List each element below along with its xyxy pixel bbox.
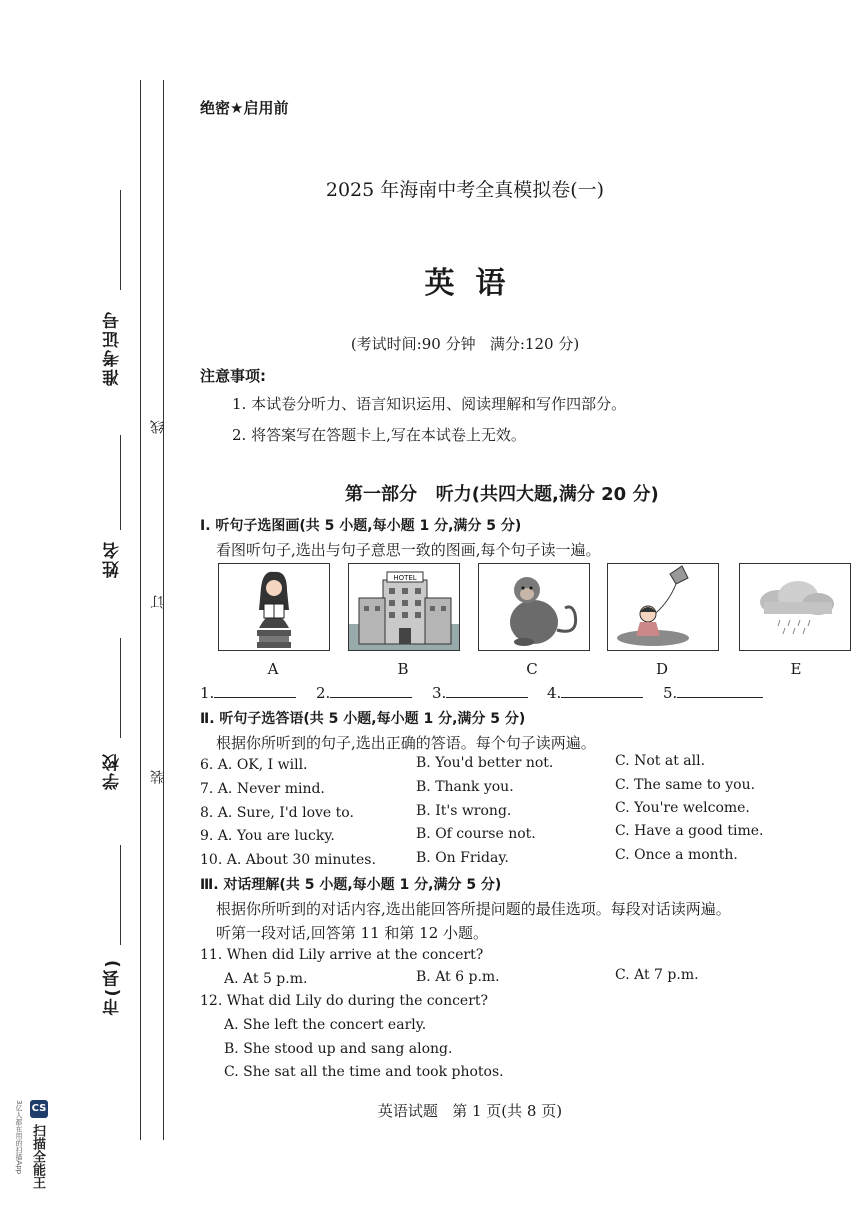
secret-mark: 绝密★启用前	[200, 99, 289, 117]
blank-number: 4.	[547, 684, 562, 702]
school-write-line[interactable]	[120, 638, 121, 738]
picture-e	[739, 563, 851, 651]
hotel-icon	[349, 564, 459, 650]
q11-option-a[interactable]: A. At 5 p.m.	[224, 971, 308, 987]
monkey-icon	[479, 564, 589, 650]
scanner-name: 扫描全能王	[30, 1124, 45, 1189]
name-write-line[interactable]	[120, 435, 121, 530]
exam-time-info: (考试时间:90 分钟 满分:120 分)	[350, 335, 580, 353]
q7-option-b[interactable]: B. Thank you.	[416, 779, 514, 795]
side-field-city: 市(县)	[103, 958, 123, 1016]
sec3-instruction: 根据你所听到的对话内容,选出能回答所提问题的最佳选项。每段对话读两遍。	[216, 900, 731, 918]
blank-line[interactable]	[446, 683, 528, 698]
sec3-sub-instruction: 听第一段对话,回答第 11 和第 12 小题。	[216, 924, 489, 942]
exam-title: 2025 年海南中考全真模拟卷(一)	[325, 179, 605, 201]
subject-title: 英 语	[424, 266, 506, 301]
part1-title: 第一部分 听力(共四大题,满分 20 分)	[345, 484, 659, 505]
scanner-badge: CS	[30, 1100, 48, 1118]
answer-blank-4[interactable]	[547, 683, 643, 702]
q9-option-c[interactable]: C. Have a good time.	[615, 823, 764, 839]
q10-option-b[interactable]: B. On Friday.	[416, 850, 509, 866]
girl-kite-icon	[608, 564, 718, 650]
q12-option-a[interactable]: A. She left the concert early.	[224, 1017, 427, 1033]
q10-option-a[interactable]: 10. A. About 30 minutes.	[200, 852, 376, 868]
sec3-title: Ⅲ. 对话理解(共 5 小题,每小题 1 分,满分 5 分)	[200, 877, 502, 893]
q10-option-c[interactable]: C. Once a month.	[615, 847, 738, 863]
q8-option-b[interactable]: B. It's wrong.	[416, 803, 512, 819]
cut-mark-ding: 订	[150, 595, 166, 609]
sec1-instruction: 看图听句子,选出与句子意思一致的图画,每个句子读一遍。	[216, 541, 601, 559]
q8-option-c[interactable]: C. You're welcome.	[615, 800, 750, 816]
q11-stem: 11. When did Lily arrive at the concert?	[200, 947, 484, 963]
answer-blank-1[interactable]	[200, 683, 296, 702]
blank-number: 1.	[200, 684, 215, 702]
q11-option-c[interactable]: C. At 7 p.m.	[615, 967, 699, 983]
city-write-line[interactable]	[120, 845, 121, 945]
notice-item-2: 2. 将答案写在答题卡上,写在本试卷上无效。	[232, 426, 526, 444]
blank-line[interactable]	[677, 683, 763, 698]
blank-line[interactable]	[561, 683, 643, 698]
picture-label-d: D	[655, 660, 669, 678]
side-field-exam-id: 准考证号	[103, 310, 123, 386]
girl-reading-icon	[219, 564, 329, 650]
q9-option-a[interactable]: 9. A. You are lucky.	[200, 828, 335, 844]
notice-item-1: 1. 本试卷分听力、语言知识运用、阅读理解和写作四部分。	[232, 395, 627, 413]
side-field-name: 姓名	[103, 540, 123, 578]
q7-option-a[interactable]: 7. A. Never mind.	[200, 781, 325, 797]
sec2-title: Ⅱ. 听句子选答语(共 5 小题,每小题 1 分,满分 5 分)	[200, 711, 526, 727]
binding-line-outer	[140, 80, 141, 1140]
rain-cloud-icon	[740, 564, 850, 650]
hotel-sign: HOTEL	[393, 574, 417, 582]
picture-d	[607, 563, 719, 651]
picture-label-b: B	[397, 660, 409, 678]
notice-heading: 注意事项:	[200, 367, 266, 385]
q9-option-b[interactable]: B. Of course not.	[416, 826, 536, 842]
blank-line[interactable]	[330, 683, 412, 698]
picture-a	[218, 563, 330, 651]
q12-option-c[interactable]: C. She sat all the time and took photos.	[224, 1064, 504, 1080]
picture-c	[478, 563, 590, 651]
q11-option-b[interactable]: B. At 6 p.m.	[416, 969, 500, 985]
picture-label-a: A	[267, 660, 279, 678]
cut-mark-xian: 线	[150, 420, 166, 434]
side-field-school: 学校	[103, 752, 123, 790]
answer-blank-5[interactable]	[663, 683, 763, 702]
page-footer: 英语试题 第 1 页(共 8 页)	[377, 1102, 563, 1120]
picture-label-c: C	[526, 660, 538, 678]
q7-option-c[interactable]: C. The same to you.	[615, 777, 756, 793]
answer-blank-2[interactable]	[316, 683, 412, 702]
blank-number: 5.	[663, 684, 678, 702]
q6-option-c[interactable]: C. Not at all.	[615, 753, 706, 769]
q6-option-a[interactable]: 6. A. OK, I will.	[200, 757, 308, 773]
q6-option-b[interactable]: B. You'd better not.	[416, 755, 554, 771]
blank-line[interactable]	[214, 683, 296, 698]
sec2-instruction: 根据你所听到的句子,选出正确的答语。每个句子读两遍。	[216, 734, 596, 752]
answer-blank-3[interactable]	[432, 683, 528, 702]
blank-number: 3.	[432, 684, 447, 702]
picture-b	[348, 563, 460, 651]
q12-option-b[interactable]: B. She stood up and sang along.	[224, 1041, 453, 1057]
picture-label-e: E	[790, 660, 802, 678]
q12-stem: 12. What did Lily do during the concert?	[200, 993, 489, 1009]
binding-line-inner	[163, 80, 164, 1140]
q8-option-a[interactable]: 8. A. Sure, I'd love to.	[200, 805, 354, 821]
sec1-title: Ⅰ. 听句子选图画(共 5 小题,每小题 1 分,满分 5 分)	[200, 518, 522, 534]
scanner-slogan: 3亿人都在用的扫描App	[15, 1100, 23, 1175]
blank-number: 2.	[316, 684, 331, 702]
cut-mark-zhuang: 装	[150, 770, 166, 784]
